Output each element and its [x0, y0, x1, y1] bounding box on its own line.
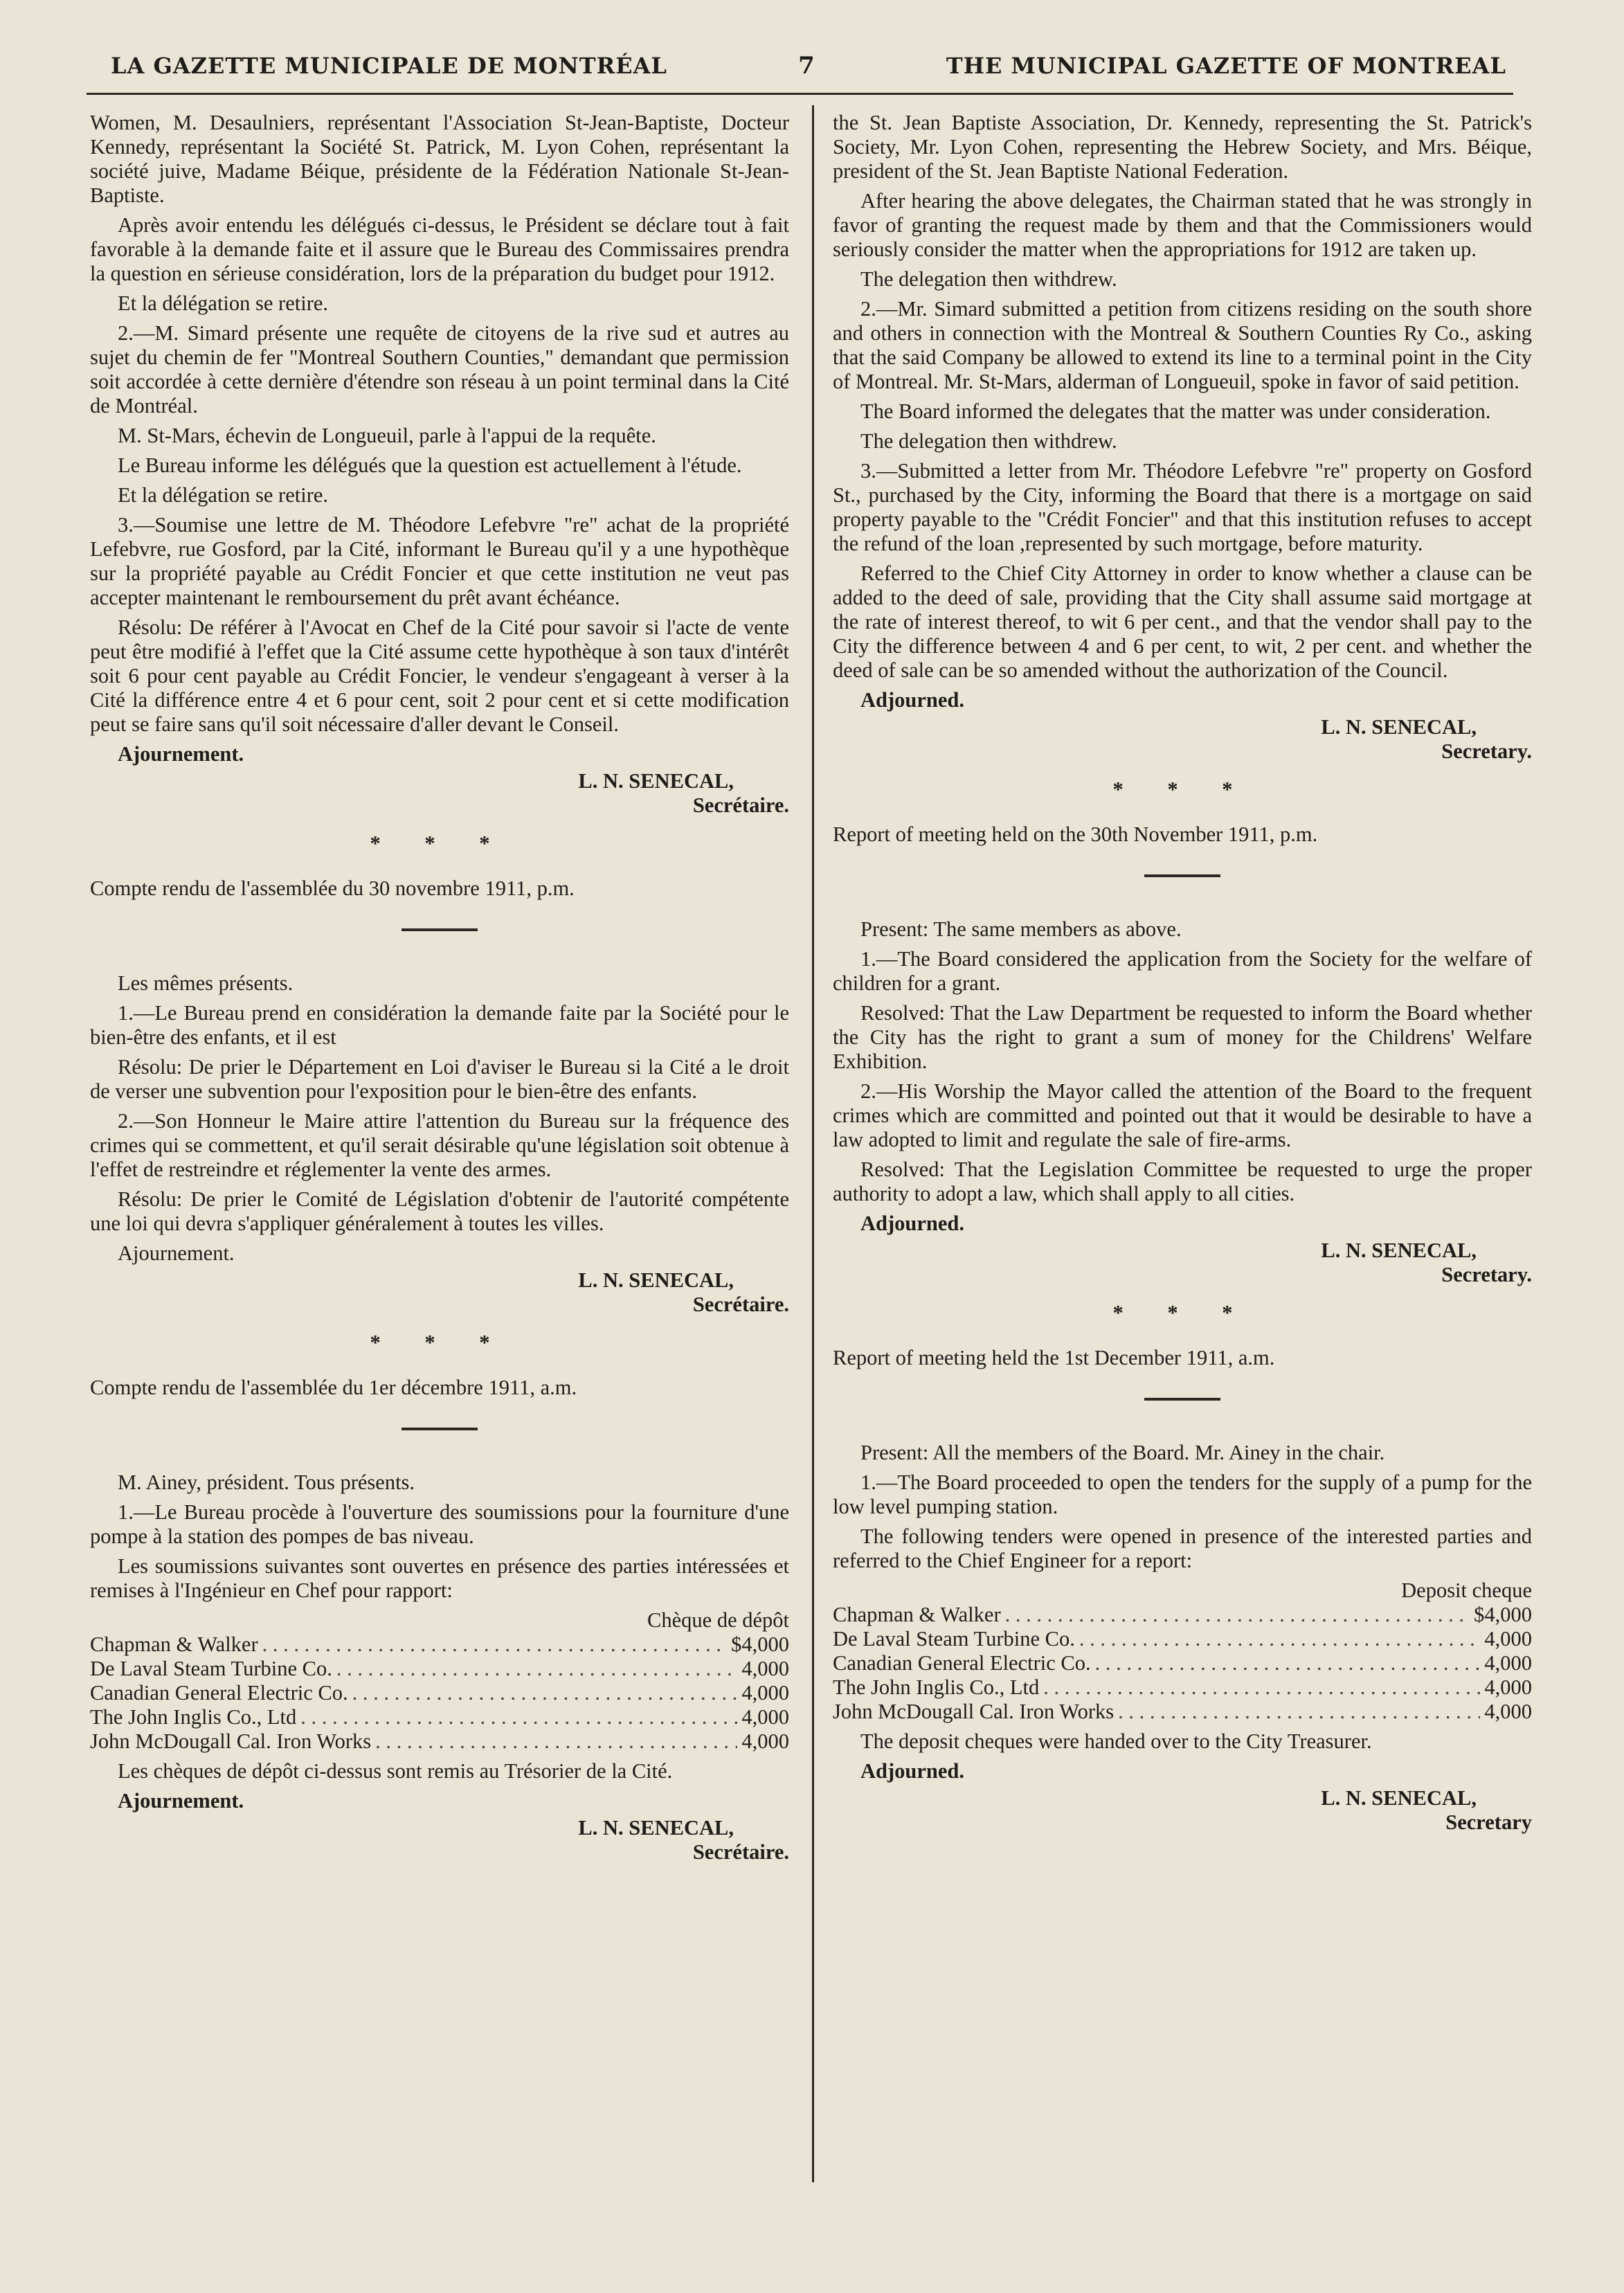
paragraph: Résolu: De référer à l'Avocat en Chef de la Cité pour savoir si l'acte de vente peut être modifié à l'effet que la Cité assume cette hypothèque à son taux d'intérêt soit 6 pour cent payable au Crédit Foncier, le vendeur s'engageant à verser à la Cité la différence entre 4 et 6 pour cent, soit 2 pour cent et si cette modification peut se faire sans qu'il soit nécessaire d'aller devant le Conseil. — [90, 615, 789, 736]
section-stars: * * * — [370, 1331, 509, 1354]
adjournment: Ajournement. — [118, 1241, 235, 1265]
tender-list — [833, 1579, 1532, 1724]
paragraph: The delegation then withdrew. — [860, 429, 1117, 453]
paragraph: Present: The same members as above. — [860, 917, 1182, 941]
tender-row — [90, 1705, 789, 1729]
tender-name: The John Inglis Co., Ltd — [833, 1675, 1040, 1699]
tender-name: Canadian General Electric Co. — [833, 1651, 1091, 1675]
english-column — [833, 111, 1532, 1835]
tender-column-header: Chèque de dépôt — [647, 1608, 789, 1632]
tender-name: Canadian General Electric Co. — [90, 1681, 348, 1705]
header-rule — [87, 93, 1513, 95]
short-rule — [402, 928, 478, 931]
paragraph: The Board informed the delegates that the matter was under consideration. — [860, 399, 1491, 423]
signature-title: Secretary. — [1441, 739, 1532, 763]
header-title-en: THE MUNICIPAL GAZETTE OF MONTREAL — [946, 53, 1506, 79]
paragraph: Women, M. Desaulniers, représentant l'Association St-Jean-Baptiste, Docteur Kennedy, représentant la Société St. Patrick, M. Lyon Cohen, représentant la société juive, Madame Béique, présidente de la Fédération Nationale St-Jean-Baptiste. — [90, 111, 789, 207]
tender-name: De Laval Steam Turbine Co. — [90, 1657, 332, 1680]
signature-title: Secrétaire. — [692, 1840, 789, 1864]
paragraph: Present: All the members of the Board. Mr. Ainey in the chair. — [860, 1441, 1385, 1464]
paragraph: 3.—Submitted a letter from Mr. Théodore Lefebvre "re" property on Gosford St., purchased by the City, informing the Board that there is a mortgage on said property payable to the "Crédit Foncier" and that this institution refuses to accept the refund of the loan ,represented by such mortgage, before maturity. — [833, 459, 1532, 555]
paragraph: The following tenders were opened in presence of the interested parties and referred to the Chief Engineer for a report: — [833, 1525, 1532, 1572]
tender-row — [833, 1603, 1532, 1627]
paragraph: 2.—Son Honneur le Maire attire l'attention du Bureau sur la fréquence des crimes qui se commettent, et qu'il serait désirable qu'une législation soit obtenue à l'effet de restreindre et réglementer la vente des armes. — [90, 1109, 789, 1181]
tender-amount: 4,000 — [741, 1705, 789, 1729]
tender-column-header: Deposit cheque — [1401, 1579, 1532, 1602]
paragraph: Résolu: De prier le Comité de Législation d'obtenir de l'autorité compétente une loi qui devra s'appliquer généralement à toutes les villes. — [90, 1187, 789, 1235]
paragraph: Après avoir entendu les délégués ci-dessus, le Président se déclare tout à fait favorable à la demande faite et il assure que le Bureau des Commissaires prendra la question en sérieuse considération, lors de la préparation du budget pour 1912. — [90, 213, 789, 285]
paragraph: M. St-Mars, échevin de Longueuil, parle à l'appui de la requête. — [118, 424, 656, 447]
tender-row — [833, 1651, 1532, 1675]
tender-name: Chapman & Walker — [90, 1633, 258, 1656]
report-heading: Report of meeting held on the 30th November 1911, p.m. — [833, 822, 1318, 846]
tender-amount: 4,000 — [1484, 1651, 1532, 1675]
paragraph: 2.—His Worship the Mayor called the attention of the Board to the frequent crimes which are committed and pointed out that it would be desirable to have a law adopted to limit and regulate the sale of fire-arms. — [833, 1079, 1532, 1151]
tender-row — [833, 1627, 1532, 1651]
paragraph: 1.—Le Bureau prend en considération la demande faite par la Société pour le bien-être des enfants, et il est — [90, 1001, 789, 1049]
signature-title: Secretary. — [1441, 1263, 1532, 1286]
adjournment: Adjourned. — [860, 688, 964, 712]
paragraph: Les chèques de dépôt ci-dessus sont remis au Trésorier de la Cité. — [118, 1759, 673, 1783]
paragraph: Referred to the Chief City Attorney in order to know whether a clause can be added to the deed of sale, providing that the City shall assume said mortgage at the rate of interest thereof, to wit 6 per cent., and that the vendor shall pay to the City the difference between 4 and 6 per cent, to wit, 2 per cent. and whether the deed of sale can be so amended without the authorization of the Council. — [833, 561, 1532, 682]
paragraph: 3.—Soumise une lettre de M. Théodore Lefebvre "re" achat de la propriété Lefebvre, rue Gosford, par la Cité, informant le Bureau qu'il y a une hypothèque sur la propriété payable au Crédit Foncier et que cette institution ne veut pas accepter maintenant le remboursement du prêt avant échéance. — [90, 513, 789, 609]
signature-name: L. N. SENECAL, — [1321, 715, 1477, 739]
tender-name: The John Inglis Co., Ltd — [90, 1705, 297, 1729]
paragraph: 2.—Mr. Simard submitted a petition from citizens residing on the south shore and others in connection with the Montreal & Southern Counties Ry Co., asking that the said Company be allowed to extend its line to a terminal point in the City of Montreal. Mr. St-Mars, alderman of Longueuil, spoke in favor of said petition. — [833, 297, 1532, 393]
signature-title: Secretary — [1445, 1810, 1532, 1834]
adjournment: Adjourned. — [860, 1212, 964, 1235]
tender-name: John McDougall Cal. Iron Works — [90, 1729, 372, 1753]
adjournment: Ajournement. — [118, 1789, 244, 1813]
paragraph: Et la délégation se retire. — [118, 291, 329, 315]
signature-name: L. N. SENECAL, — [578, 1268, 734, 1292]
paragraph: The deposit cheques were handed over to the City Treasurer. — [860, 1729, 1372, 1753]
paragraph: Résolu: De prier le Département en Loi d'aviser le Bureau si la Cité a le droit de verser une subvention pour l'exposition pour le bien-être des enfants. — [90, 1055, 789, 1103]
tender-name: John McDougall Cal. Iron Works — [833, 1700, 1115, 1723]
tender-row — [833, 1700, 1532, 1724]
paragraph: the St. Jean Baptiste Association, Dr. Kennedy, representing the St. Patrick's Society, Mr. Lyon Cohen, representing the Hebrew Society, and Mrs. Béique, president of the St. Jean Baptiste National Federation. — [833, 111, 1532, 183]
tender-name: De Laval Steam Turbine Co. — [833, 1627, 1075, 1651]
column-divider — [812, 105, 814, 2182]
tender-row — [90, 1657, 789, 1681]
short-rule — [1144, 1398, 1220, 1401]
paragraph: Le Bureau informe les délégués que la question est actuellement à l'étude. — [118, 453, 742, 477]
tender-amount: $4,000 — [1474, 1603, 1532, 1626]
signature-name: L. N. SENECAL, — [1321, 1786, 1477, 1810]
tender-amount: 4,000 — [741, 1657, 789, 1680]
page-header — [111, 43, 1506, 89]
tender-name: Chapman & Walker — [833, 1603, 1001, 1626]
paragraph: 2.—M. Simard présente une requête de citoyens de la rive sud et autres au sujet du chemin de fer "Montreal Southern Counties," demandant que permission soit accordée à cette dernière d'étendre son réseau à un point terminal dans la Cité de Montréal. — [90, 321, 789, 417]
tender-amount: 4,000 — [1484, 1675, 1532, 1699]
report-heading: Compte rendu de l'assemblée du 1er décembre 1911, a.m. — [90, 1376, 577, 1399]
header-title-fr: LA GAZETTE MUNICIPALE DE MONTRÉAL — [111, 53, 667, 79]
section-stars: * * * — [370, 831, 509, 855]
paragraph: M. Ainey, président. Tous présents. — [118, 1471, 415, 1494]
adjournment: Adjourned. — [860, 1759, 964, 1783]
tender-row — [833, 1675, 1532, 1700]
paragraph: 1.—Le Bureau procède à l'ouverture des soumissions pour la fourniture d'une pompe à la station des pompes de bas niveau. — [90, 1500, 789, 1548]
short-rule — [402, 1428, 478, 1430]
short-rule — [1144, 874, 1220, 877]
tender-row — [90, 1681, 789, 1705]
paragraph: Resolved: That the Law Department be requested to inform the Board whether the City has the right to grant a sum of money for the Childrens' Welfare Exhibition. — [833, 1001, 1532, 1073]
section-stars: * * * — [1112, 1301, 1252, 1324]
paragraph: Les mêmes présents. — [118, 971, 294, 995]
paragraph: Resolved: That the Legislation Committee be requested to urge the proper authority to adopt a law, which shall apply to all cities. — [833, 1158, 1532, 1205]
tender-row — [90, 1633, 789, 1657]
signature-name: L. N. SENECAL, — [1321, 1239, 1477, 1262]
paragraph: 1.—The Board proceeded to open the tenders for the supply of a pump for the low level pumping station. — [833, 1471, 1532, 1518]
french-column — [90, 111, 789, 1864]
report-heading: Report of meeting held the 1st December 1911, a.m. — [833, 1346, 1275, 1369]
signature-title: Secrétaire. — [692, 1293, 789, 1316]
paragraph: The delegation then withdrew. — [860, 267, 1117, 291]
tender-list — [90, 1608, 789, 1754]
paragraph: 1.—The Board considered the application from the Society for the welfare of children for a grant. — [833, 947, 1532, 995]
section-stars: * * * — [1112, 777, 1252, 801]
paragraph: After hearing the above delegates, the Chairman stated that he was strongly in favor of granting the request made by them and that the Commissioners would seriously consider the matter when the appropriations for 1912 are taken up. — [833, 189, 1532, 261]
report-heading: Compte rendu de l'assemblée du 30 novembre 1911, p.m. — [90, 876, 575, 900]
tender-amount: 4,000 — [741, 1681, 789, 1705]
tender-amount: $4,000 — [731, 1633, 789, 1656]
tender-row — [90, 1729, 789, 1754]
paragraph: Les soumissions suivantes sont ouvertes en présence des parties intéressées et remises à l'Ingénieur en Chef pour rapport: — [90, 1554, 789, 1602]
signature-name: L. N. SENECAL, — [578, 769, 734, 793]
tender-amount: 4,000 — [1484, 1627, 1532, 1651]
signature-name: L. N. SENECAL, — [578, 1816, 734, 1840]
page-number: 7 — [798, 52, 815, 80]
tender-amount: 4,000 — [1484, 1700, 1532, 1723]
paragraph: Et la délégation se retire. — [118, 483, 329, 507]
tender-amount: 4,000 — [741, 1729, 789, 1753]
adjournment: Ajournement. — [118, 742, 244, 766]
signature-title: Secrétaire. — [692, 793, 789, 817]
